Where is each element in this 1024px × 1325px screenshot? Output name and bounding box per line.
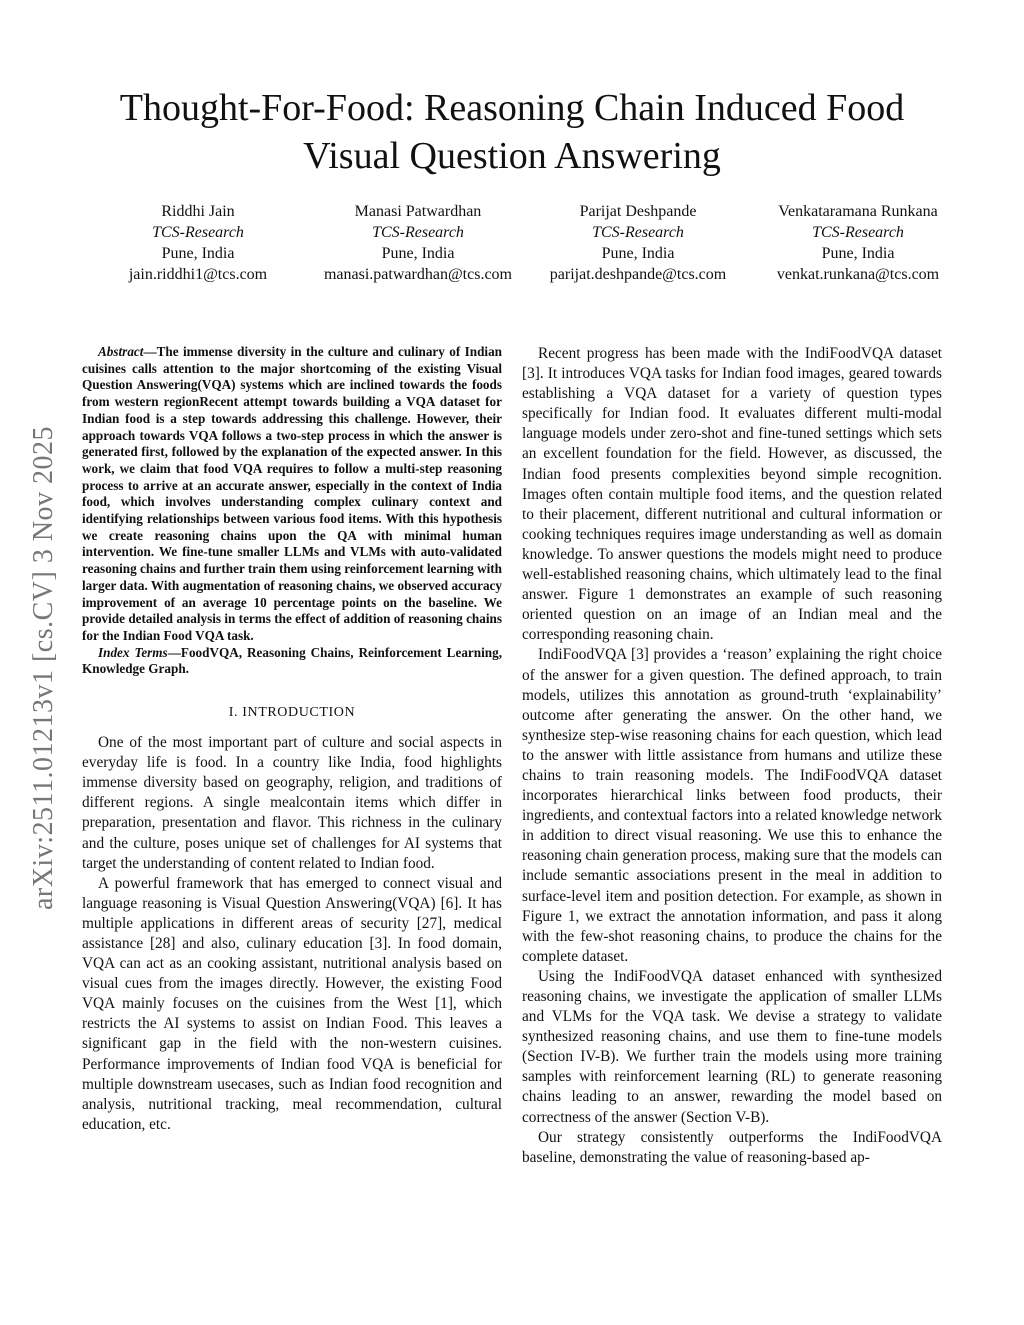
author-affiliation: TCS-Research: [372, 224, 464, 241]
paragraph: One of the most important part of culture and social aspects in everyday life is food. In a country like India, food highlights immense diversity based on geography, religion, and traditions of different regions. A single mealcontain items which differ in preparation, presentation and flavor. This richness in the culinary and the culture, poses unique set of challenges for AI systems that target the understanding of content related to Indian food.: [82, 734, 502, 872]
author-name: Venkataramana Runkana: [778, 203, 938, 220]
index-terms-label: Index Terms: [98, 644, 168, 660]
abstract: [82, 344, 502, 645]
author-affiliation: TCS-Research: [592, 224, 684, 241]
author-affiliation: TCS-Research: [812, 224, 904, 241]
author-location: Pune, India: [821, 245, 895, 262]
author-email: jain.riddhi1@tcs.com: [128, 266, 268, 283]
author-name: Manasi Patwardhan: [354, 203, 482, 220]
abstract-label: Abstract: [98, 344, 144, 359]
author-location: Pune, India: [601, 245, 675, 262]
paragraph: Recent progress has been made with the IndiFoodVQA dataset [3]. It introduces VQA tasks for Indian food images, geared towards establishing a VQA dataset for a variety of question types specifically for Indian food. It evaluates different multi-modal language models under zero-shot and fine-tuned settings which sets an excellent foundation for the field. However, as discussed, the Indian food presents complexities beyond simple recognition. Images often contain multiple food items, and the question related to their placement, different nutritional and cultural information or cooking techniques requires image understanding as well as domain knowledge. To answer questions the models might need to produce well-established reasoning chains, which ultimately lead to the final answer. Figure 1 demonstrates an example of such reasoning oriented question on an image of an Indian meal and the corresponding reasoning chain.: [522, 345, 942, 644]
author-email: manasi.patwardhan@tcs.com: [323, 266, 512, 283]
section-heading-introduction: I. INTRODUCTION: [228, 705, 356, 721]
author-name: Parijat Deshpande: [579, 203, 697, 220]
paragraph: IndiFoodVQA [3] provides a ‘reason’ explaining the right choice of the answer for a given question. The defined approach, to train models, utilizes this annotation as ground-truth ‘explainability’ outcome after generating the answer. On the other hand, we synthesize step-wise reasoning chains for each question, which lead to the answer with little assistance from humans and utilize these chains to train reasoning models. The IndiFoodVQA dataset incorporates hierarchical links between food products, their ingredients, and contextual factors into a related knowledge network in addition to direct visual reasoning. We use this to enhance the reasoning chain generation process, making sure that the models can include semantic associations present in the meal in addition to surface-level item and position detection. For example, as shown in Figure 1, we extract the annotation information, and pass it along with the few-shot reasoning chains, to produce the chains for the complete dataset.: [522, 646, 942, 965]
right-column: [522, 344, 942, 1168]
paragraph: Using the IndiFoodVQA dataset enhanced with synthesized reasoning chains, we investigate the application of smaller LLMs and VLMs for the VQA task. We devise a strategy to validate synthesized reasoning chains, and use them to fine-tune models (Section IV-B). We further train the models using more training samples with reinforcement learning (RL) to generate reasoning chains leading to an answer, rewarding the model based on correctness of the answer (Section V-B).: [522, 967, 942, 1126]
paragraph: A powerful framework that has emerged to connect visual and language reasoning is Visual Question Answering(VQA) [6]. It has multiple applications in different areas of security [27], medical assistance [28] and also, culinary education [3]. In food domain, VQA can act as an cooking assistant, nutritional analysis based on visual cues from the images directly. However, the existing Food VQA mainly focuses on the cuisines from the West [1], which restricts the AI systems to assist on Indian Food. This leaves a significant gap in the field with the non-western cuisines. Performance improvements of Indian food VQA is beneficial for multiple downstream usecases, such as Indian food recognition and analysis, nutritional tracking, meal recommendation, cultural education, etc.: [82, 874, 502, 1133]
paper-title-line-2: Visual Question Answering: [303, 135, 721, 177]
author-block: [88, 201, 308, 285]
author-name: Riddhi Jain: [161, 203, 235, 220]
author-affiliation: TCS-Research: [152, 224, 244, 241]
author-email: parijat.deshpande@tcs.com: [549, 266, 727, 283]
abstract-text: —The immense diversity in the culture and culinary of Indian cuisines calls attention to the major shortcoming of the existing Visual Question Answering(VQA) systems which are inclined towards the foods from western regionRecent attempt towards building a VQA dataset for Indian food is a step towards addressing this challenge. However, their approach towards VQA follows a two-step process in which the answer is generated first, followed by the explanation of the expected answer. In this work, we claim that food VQA requires to follow a multi-step reasoning process to arrive at an accurate answer, especially in the context of India food, which involves understanding complex culinary context and identifying relationships between various food items. With this hypothesis we create reasoning chains upon the QA with minimal human intervention. We fine-tune smaller LLMs and VLMs with auto-validated reasoning chains and further train them using reinforcement learning with larger data. With augmentation of reasoning chains, we observed accuracy improvement of an average 10 percentage points on the baseline. We provide detailed analysis in terms the effect of addition of reasoning chains for the Indian Food VQA task.: [82, 344, 502, 643]
author-block: [528, 201, 748, 285]
left-column: [82, 344, 502, 1135]
author-block: [308, 201, 528, 285]
index-terms: [82, 645, 502, 678]
author-location: Pune, India: [381, 245, 455, 262]
author-block: [748, 201, 968, 285]
author-location: Pune, India: [161, 245, 235, 262]
author-email: venkat.runkana@tcs.com: [776, 266, 940, 283]
author-list: [88, 201, 968, 285]
index-terms-text: —FoodVQA, Reasoning Chains, Reinforcement Learning, Knowledge Graph.: [82, 644, 502, 677]
paper-title: [60, 84, 964, 180]
arxiv-identifier-stamp: arXiv:2511.01213v1 [cs.CV] 3 Nov 2025: [28, 425, 59, 911]
paragraph: Our strategy consistently outperforms the IndiFoodVQA baseline, demonstrating the value of reasoning-based ap-: [522, 1128, 942, 1166]
paper-title-line-1: Thought-For-Food: Reasoning Chain Induced Food: [119, 87, 905, 129]
